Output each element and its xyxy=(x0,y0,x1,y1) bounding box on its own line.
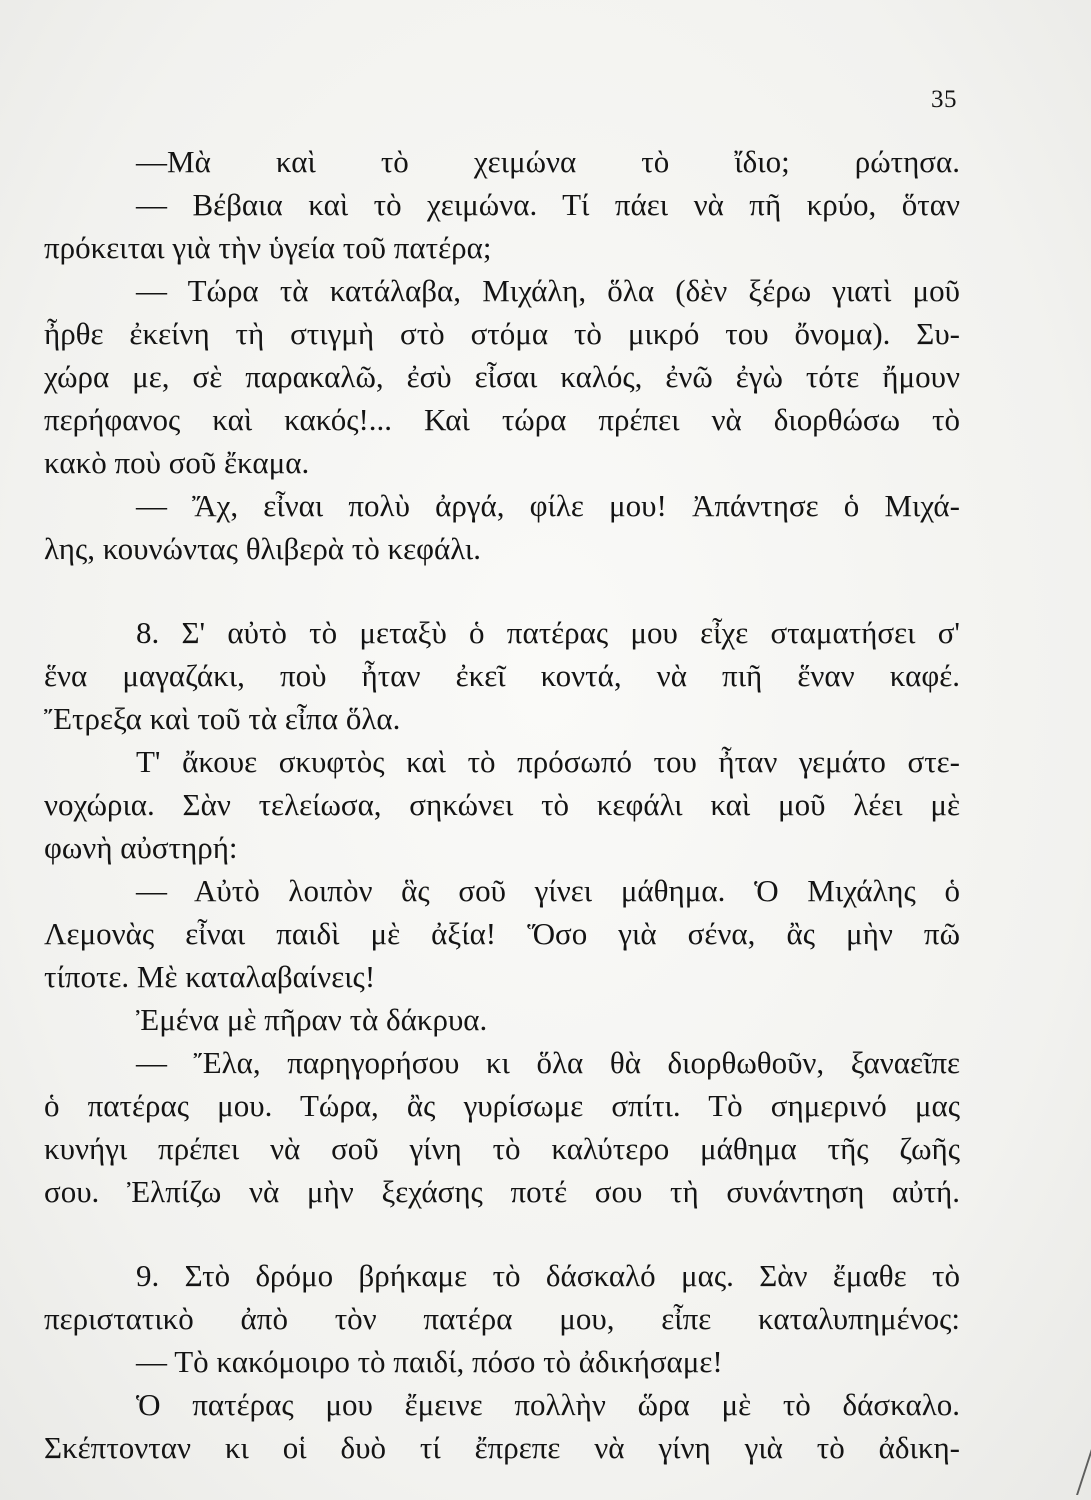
text-line: Σκέπτονταν κι οἱ δυὸ τί ἔπρεπε νὰ γίνη γιὰ τὸ ἀδικη- xyxy=(44,1430,960,1465)
text-line: Ὁ πατέρας μου ἔμεινε πολλὴν ὥρα μὲ τὸ δάσκαλο. xyxy=(136,1387,960,1422)
paragraph-gap xyxy=(44,1213,960,1254)
text-line: — Αὐτὸ λοιπὸν ἃς σοῦ γίνει μάθημα. Ὁ Μιχάλης ὁ xyxy=(136,873,960,908)
text-line: Ἔτρεξα καὶ τοῦ τὰ εἶπα ὅλα. xyxy=(44,701,401,736)
text-line: περήφανος καὶ κακός!... Καὶ τώρα πρέπει νὰ διορθώσω τὸ xyxy=(44,402,960,437)
text-line: κακὸ ποὺ σοῦ ἔκαμα. xyxy=(44,445,310,480)
page-edge-mark xyxy=(1062,1440,1091,1495)
text-line: τίποτε. Μὲ καταλαβαίνεις! xyxy=(44,959,376,994)
text-line: ἦρθε ἐκείνη τὴ στιγμὴ στὸ στόμα τὸ μικρό του ὄνομα). Συ- xyxy=(44,316,960,351)
text-line: χώρα με, σὲ παρακαλῶ, ἐσὺ εἶσαι καλός, ἐνῶ ἐγὼ τότε ἤμουν xyxy=(44,359,960,394)
text-line: λης, κουνώντας θλιβερὰ τὸ κεφάλι. xyxy=(44,531,482,566)
text-line: 8. Σ' αὐτὸ τὸ μεταξὺ ὁ πατέρας μου εἶχε σταματήσει σ' xyxy=(136,615,960,650)
text-line: —Μὰ καὶ τὸ χειμώνα τὸ ἴδιο; ρώτησα. xyxy=(136,144,960,179)
text-line: κυνήγι πρέπει νὰ σοῦ γίνη τὸ καλύτερο μάθημα τῆς ζωῆς xyxy=(44,1131,960,1166)
text-line: Λεμονὰς εἶναι παιδὶ μὲ ἀξία! Ὅσο γιὰ σένα, ἂς μὴν πῶ xyxy=(44,916,960,951)
text-line: φωνὴ αὐστηρή: xyxy=(44,830,238,865)
text-line: — Ἔλα, παρηγορήσου κι ὅλα θὰ διορθωθοῦν, ξαναεῖπε xyxy=(136,1045,960,1080)
text-line: περιστατικὸ ἀπὸ τὸν πατέρα μου, εἶπε καταλυπημένος: xyxy=(44,1301,960,1336)
text-line: νοχώρια. Σὰν τελείωσα, σηκώνει τὸ κεφάλι καὶ μοῦ λέει μὲ xyxy=(44,787,960,822)
text-line: ἕνα μαγαζάκι, ποὺ ἦταν ἐκεῖ κοντά, νὰ πιῆ ἕναν καφέ. xyxy=(44,658,960,693)
page-number: 35 xyxy=(931,86,957,113)
text-line: ὁ πατέρας μου. Τώρα, ἂς γυρίσωμε σπίτι. Τὸ σημερινό μας xyxy=(44,1088,960,1123)
text-line: πρόκειται γιὰ τὴν ὑγεία τοῦ πατέρα; xyxy=(44,230,492,265)
text-line: — Τὸ κακόμοιρο τὸ παιδί, πόσο τὸ ἀδικήσαμε! xyxy=(136,1344,723,1379)
page-text xyxy=(44,140,960,1469)
text-line: — Τώρα τὰ κατάλαβα, Μιχάλη, ὅλα (δὲν ξέρω γιατὶ μοῦ xyxy=(136,273,960,308)
text-line: Τ' ἄκουε σκυφτὸς καὶ τὸ πρόσωπό του ἦταν γεμάτο στε- xyxy=(136,744,960,779)
text-line: 9. Στὸ δρόμο βρήκαμε τὸ δάσκαλό μας. Σὰν ἔμαθε τὸ xyxy=(136,1258,960,1293)
text-line: σου. Ἐλπίζω νὰ μὴν ξεχάσης ποτέ σου τὴ συνάντηση αὐτή. xyxy=(44,1174,960,1209)
paragraph-gap xyxy=(44,570,960,611)
text-line: — Ἄχ, εἶναι πολὺ ἀργά, φίλε μου! Ἀπάντησε ὁ Μιχά- xyxy=(136,488,960,523)
text-line: Ἐμένα μὲ πῆραν τὰ δάκρυα. xyxy=(136,1002,488,1037)
text-line: — Βέβαια καὶ τὸ χειμώνα. Τί πάει νὰ πῆ κρύο, ὅταν xyxy=(136,187,960,222)
